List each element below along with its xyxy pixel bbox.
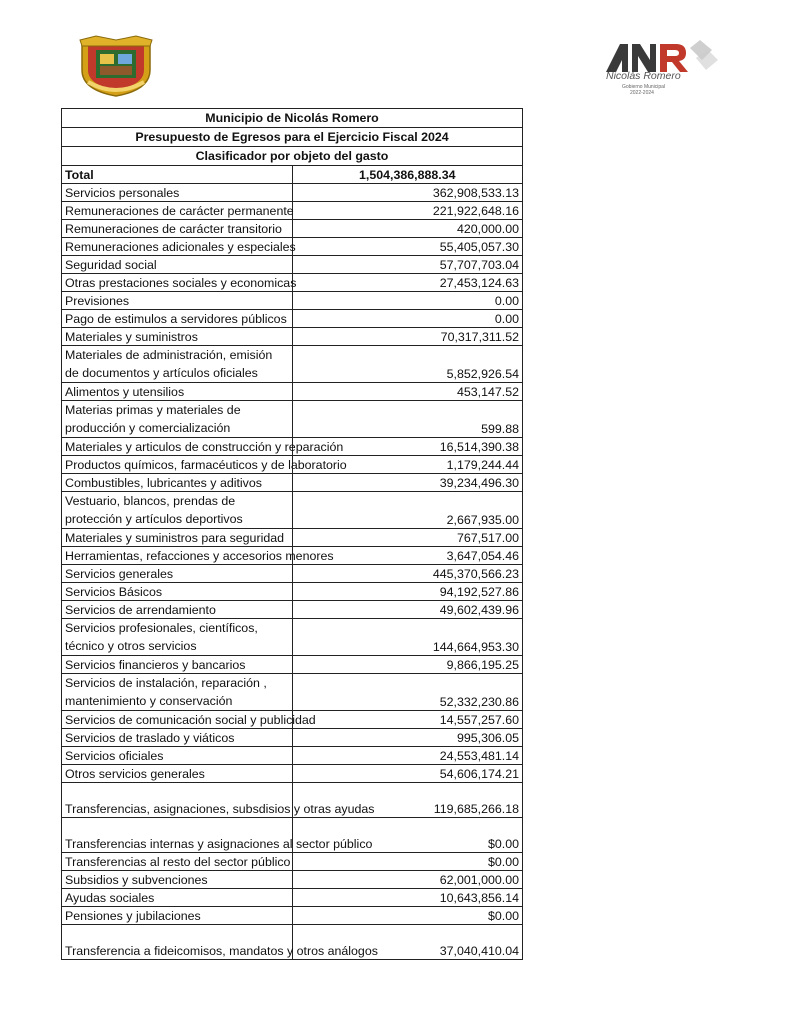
table-title: Municipio de Nicolás Romero bbox=[62, 109, 523, 128]
row-value: 10,643,856.14 bbox=[292, 889, 523, 907]
table-row bbox=[62, 438, 523, 456]
table-row bbox=[62, 583, 523, 601]
row-label: Combustibles, lubricantes y aditivos bbox=[62, 474, 293, 492]
row-label: Materiales de administración, emisión de documentos y artículos oficiales bbox=[62, 346, 293, 383]
total-row bbox=[62, 166, 523, 184]
row-label: Servicios personales bbox=[62, 184, 293, 202]
row-value: 55,405,057.30 bbox=[292, 238, 523, 256]
row-label: Transferencias, asignaciones, subsdisios y otras ayudas bbox=[62, 783, 293, 818]
table-classifier-row bbox=[62, 147, 523, 166]
row-label: Otros servicios generales bbox=[62, 765, 293, 783]
row-label: Transferencias internas y asignaciones al sector público bbox=[62, 818, 293, 853]
row-value: 445,370,566.23 bbox=[292, 565, 523, 583]
row-value: $0.00 bbox=[292, 853, 523, 871]
row-value: 453,147.52 bbox=[292, 383, 523, 401]
table-title-row bbox=[62, 109, 523, 128]
row-value: 52,332,230.86 bbox=[292, 674, 523, 711]
table-row bbox=[62, 202, 523, 220]
table-row bbox=[62, 256, 523, 274]
row-label: Transferencias al resto del sector público bbox=[62, 853, 293, 871]
row-value: 54,606,174.21 bbox=[292, 765, 523, 783]
table-row bbox=[62, 547, 523, 565]
table-row bbox=[62, 474, 523, 492]
table-row bbox=[62, 889, 523, 907]
row-label: Ayudas sociales bbox=[62, 889, 293, 907]
table-row bbox=[62, 925, 523, 960]
row-value: 27,453,124.63 bbox=[292, 274, 523, 292]
row-label: Productos químicos, farmacéuticos y de laboratorio bbox=[62, 456, 293, 474]
table-row bbox=[62, 184, 523, 202]
row-label: Subsidios y subvenciones bbox=[62, 871, 293, 889]
row-label: Materiales y suministros para seguridad bbox=[62, 529, 293, 547]
row-label: Previsiones bbox=[62, 292, 293, 310]
table-row bbox=[62, 346, 523, 383]
table-row bbox=[62, 565, 523, 583]
table-row bbox=[62, 310, 523, 328]
row-label: Servicios generales bbox=[62, 565, 293, 583]
row-value: 767,517.00 bbox=[292, 529, 523, 547]
row-label: Servicios de instalación, reparación , mantenimiento y conservación bbox=[62, 674, 293, 711]
row-label: Servicios oficiales bbox=[62, 747, 293, 765]
row-value: $0.00 bbox=[292, 818, 523, 853]
table-row bbox=[62, 492, 523, 529]
row-value: 57,707,703.04 bbox=[292, 256, 523, 274]
row-label: Servicios de arrendamiento bbox=[62, 601, 293, 619]
row-value: 0.00 bbox=[292, 292, 523, 310]
row-label: Pago de estimulos a servidores públicos bbox=[62, 310, 293, 328]
row-value: 70,317,311.52 bbox=[292, 328, 523, 346]
row-label: Remuneraciones adicionales y especiales bbox=[62, 238, 293, 256]
row-value: 14,557,257.60 bbox=[292, 711, 523, 729]
table-classifier: Clasificador por objeto del gasto bbox=[62, 147, 523, 166]
row-value: 362,908,533.13 bbox=[292, 184, 523, 202]
table-row bbox=[62, 853, 523, 871]
brand-name: Nicolás Romero bbox=[606, 70, 681, 82]
table-row bbox=[62, 818, 523, 853]
table-row bbox=[62, 529, 523, 547]
table-row bbox=[62, 907, 523, 925]
row-label: Otras prestaciones sociales y economicas bbox=[62, 274, 293, 292]
table-row bbox=[62, 711, 523, 729]
row-value: 420,000.00 bbox=[292, 220, 523, 238]
table-row bbox=[62, 747, 523, 765]
row-value: $0.00 bbox=[292, 907, 523, 925]
row-value: 16,514,390.38 bbox=[292, 438, 523, 456]
row-label: Servicios de traslado y viáticos bbox=[62, 729, 293, 747]
row-label: Alimentos y utensilios bbox=[62, 383, 293, 401]
row-label: Materias primas y materiales de producción y comercialización bbox=[62, 401, 293, 438]
table-row bbox=[62, 220, 523, 238]
row-label: Servicios financieros y bancarios bbox=[62, 656, 293, 674]
table-subtitle: Presupuesto de Egresos para el Ejercicio Fiscal 2024 bbox=[62, 128, 523, 147]
table-row bbox=[62, 383, 523, 401]
row-value: 49,602,439.96 bbox=[292, 601, 523, 619]
brand-years: 2022-2024 bbox=[630, 90, 654, 96]
row-value: 3,647,054.46 bbox=[292, 547, 523, 565]
row-label: Seguridad social bbox=[62, 256, 293, 274]
row-value: 221,922,648.16 bbox=[292, 202, 523, 220]
row-value: 39,234,496.30 bbox=[292, 474, 523, 492]
row-label: Transferencia a fideicomisos, mandatos y otros análogos bbox=[62, 925, 293, 960]
table-row bbox=[62, 619, 523, 656]
row-value: 0.00 bbox=[292, 310, 523, 328]
table-row bbox=[62, 765, 523, 783]
total-label: Total bbox=[62, 166, 293, 184]
row-value: 2,667,935.00 bbox=[292, 492, 523, 529]
table-row bbox=[62, 456, 523, 474]
row-value: 62,001,000.00 bbox=[292, 871, 523, 889]
row-label: Servicios profesionales, científicos, técnico y otros servicios bbox=[62, 619, 293, 656]
table-row bbox=[62, 601, 523, 619]
row-label: Servicios Básicos bbox=[62, 583, 293, 601]
table-subtitle-row bbox=[62, 128, 523, 147]
row-value: 119,685,266.18 bbox=[292, 783, 523, 818]
row-value: 94,192,527.86 bbox=[292, 583, 523, 601]
row-value: 37,040,410.04 bbox=[292, 925, 523, 960]
row-value: 24,553,481.14 bbox=[292, 747, 523, 765]
row-label: Herramientas, refacciones y accesorios menores bbox=[62, 547, 293, 565]
row-label: Servicios de comunicación social y publicidad bbox=[62, 711, 293, 729]
brand-line: Gobierno Municipal bbox=[622, 84, 666, 90]
row-label: Vestuario, blancos, prendas de protección y artículos deportivos bbox=[62, 492, 293, 529]
table-row bbox=[62, 292, 523, 310]
table-row bbox=[62, 729, 523, 747]
row-label: Pensiones y jubilaciones bbox=[62, 907, 293, 925]
row-value: 995,306.05 bbox=[292, 729, 523, 747]
table-row bbox=[62, 328, 523, 346]
table-row bbox=[62, 674, 523, 711]
row-value: 144,664,953.30 bbox=[292, 619, 523, 656]
row-value: 1,179,244.44 bbox=[292, 456, 523, 474]
table-row bbox=[62, 656, 523, 674]
total-value: 1,504,386,888.34 bbox=[292, 166, 523, 184]
row-label: Materiales y suministros bbox=[62, 328, 293, 346]
table-row bbox=[62, 871, 523, 889]
row-label: Materiales y articulos de construcción y reparación bbox=[62, 438, 293, 456]
row-value: 5,852,926.54 bbox=[292, 346, 523, 383]
row-value: 9,866,195.25 bbox=[292, 656, 523, 674]
table-row bbox=[62, 401, 523, 438]
nicolas-romero-brand-logo bbox=[600, 40, 720, 98]
row-value: 599.88 bbox=[292, 401, 523, 438]
table-row bbox=[62, 238, 523, 256]
row-label: Remuneraciones de carácter transitorio bbox=[62, 220, 293, 238]
table-row bbox=[62, 274, 523, 292]
row-label: Remuneraciones de carácter permanente bbox=[62, 202, 293, 220]
budget-table bbox=[61, 108, 523, 960]
table-row bbox=[62, 783, 523, 818]
municipal-seal-logo bbox=[76, 36, 156, 98]
